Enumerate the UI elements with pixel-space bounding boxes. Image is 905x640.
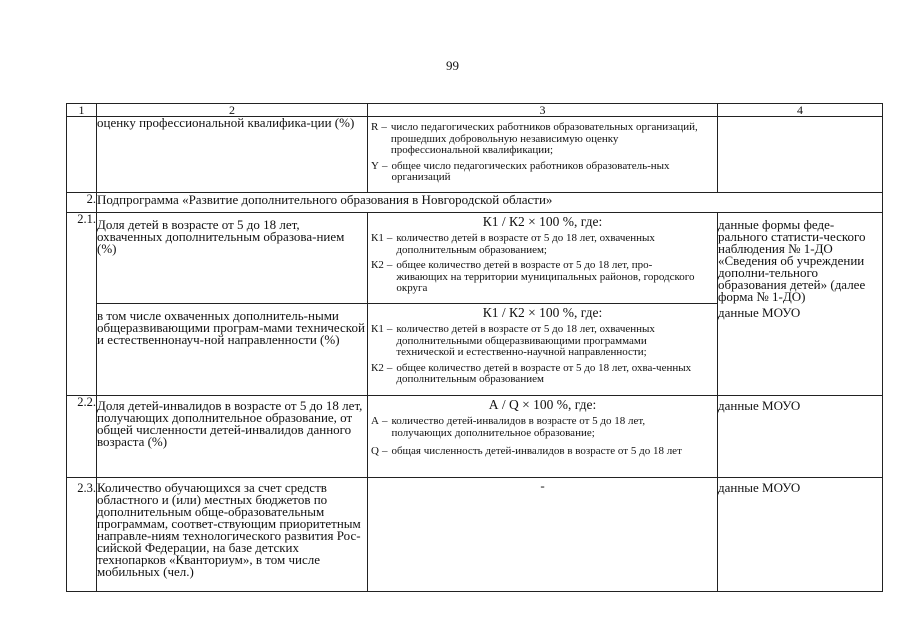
variable-definition: К1 – количество детей в возрасте от 5 до 18 лет, охваченных дополнительным образованием; [368, 233, 717, 260]
indicator-cell: в том числе охваченных дополнитель-ными общеразвивающими програм-мами технической и естественнонауч-ной направленности (%) [97, 304, 368, 396]
table-row [67, 478, 883, 592]
source-text: данные МОУО [718, 305, 801, 320]
variable-definition: Y – общее число педагогических работников образователь-ных организаций [368, 161, 717, 184]
variable-symbol: К1 [371, 323, 384, 335]
row-number: 2. [67, 193, 97, 213]
variable-description: число педагогических работников образовательных организаций, прошедших добровольную независимую оценку профессиональной квалификации; [390, 121, 698, 156]
calculation-cell [368, 117, 718, 193]
variable-symbol: R [371, 121, 379, 133]
row-number: 2.2. [67, 396, 97, 478]
calculation-cell: - [368, 478, 718, 592]
source-cell: данные МОУО [718, 396, 883, 478]
variable-definition: К1 – количество детей в возрасте от 5 до 18 лет, охваченных дополнительными общеразвивающими программами технической и естественно-научной направленности; [368, 324, 717, 363]
table-row [67, 396, 883, 478]
source-text: данные формы феде-рального статисти-ческого наблюдения № 1-ДО «Сведения об учреждении дополни-тельного образования детей» (далее форма № 1-ДО) [718, 217, 866, 304]
variable-description: количество детей в возрасте от 5 до 18 лет, охваченных дополнительным образованием; [396, 232, 655, 256]
calculation-cell [368, 396, 718, 478]
variable-definition: К2 – общее количество детей в возрасте от 5 до 18 лет, про-живающих на территории муниципальных районов, городского округа [368, 260, 717, 295]
row-number [67, 117, 97, 193]
calculation-cell [368, 213, 718, 304]
variable-symbol: А [371, 415, 379, 427]
column-number: 3 [368, 104, 718, 117]
variable-description: общее число педагогических работников образователь-ных организаций [391, 159, 670, 183]
subprogram-title: Подпрограмма «Развитие дополнительного образования в Новгородской области» [97, 193, 883, 213]
source-cell: данные МОУО [718, 478, 883, 592]
formula: К1 / К2 × 100 %, где: [482, 214, 603, 229]
column-number: 1 [67, 104, 97, 117]
source-cell [718, 213, 883, 396]
indicator-cell: Количество обучающихся за счет средств областного и (или) местных бюджетов по дополнительным обще-образовательным программам, соответ-ствующим приоритетным направле-ниям технологического развития Рос-сийской Федерации, на базе детских технопарков «Кванториум», в том числе мобильных (чел.) [97, 478, 368, 592]
variable-definition: К2 – общее количество детей в возрасте от 5 до 18 лет, охва-ченных дополнительным образованием [368, 363, 717, 386]
table-row [67, 117, 883, 193]
table-row [67, 213, 883, 304]
variable-symbol: К2 [371, 259, 384, 271]
variable-description: количество детей-инвалидов в возрасте от 5 до 18 лет, получающих дополнительное образование; [391, 415, 646, 439]
page-number: 99 [446, 58, 459, 73]
variable-symbol: К2 [371, 361, 384, 374]
source-cell [718, 117, 883, 193]
calculation-cell [368, 304, 718, 396]
row-number [67, 304, 97, 396]
variable-symbol: К1 [371, 232, 384, 244]
variable-description: общее количество детей в возрасте от 5 до 18 лет, охва-ченных дополнительным образованием [396, 361, 692, 385]
indicator-cell: оценку профессиональной квалифика-ции (%) [97, 117, 368, 193]
indicator-cell: Доля детей-инвалидов в возрасте от 5 до 18 лет, получающих дополнительное образование, от общей численности детей-инвалидов данного возраста (%) [97, 396, 368, 478]
indicators-table [66, 103, 883, 592]
variable-description: количество детей в возрасте от 5 до 18 лет, охваченных дополнительными общеразвивающими программами технической и естественно-научной направленности; [396, 323, 655, 358]
row-number: 2.3. [67, 478, 97, 592]
column-number: 4 [718, 104, 883, 117]
subprogram-row [67, 193, 883, 213]
column-number: 2 [97, 104, 368, 117]
variable-definition: Q – общая численность детей-инвалидов в возрасте от 5 до 18 лет [368, 446, 717, 458]
variable-symbol: Y [371, 159, 379, 172]
variable-definition: А – количество детей-инвалидов в возрасте от 5 до 18 лет, получающих дополнительное образование; [368, 416, 717, 446]
indicator-cell: Доля детей в возрасте от 5 до 18 лет, охваченных дополнительным образова-нием (%) [97, 213, 368, 304]
variable-description: общая численность детей-инвалидов в возрасте от 5 до 18 лет [391, 445, 682, 457]
row-number: 2.1. [67, 213, 97, 304]
variable-description: общее количество детей в возрасте от 5 до 18 лет, про-живающих на территории муниципальных районов, городского округа [396, 259, 695, 294]
formula: А / Q × 100 %, где: [488, 397, 597, 412]
formula: К1 / К2 × 100 %, где: [482, 305, 603, 320]
variable-definition: R – число педагогических работников образовательных организаций, прошедших добровольную независимую оценку профессиональной квалификации; [368, 122, 717, 161]
variable-symbol: Q [371, 445, 379, 457]
